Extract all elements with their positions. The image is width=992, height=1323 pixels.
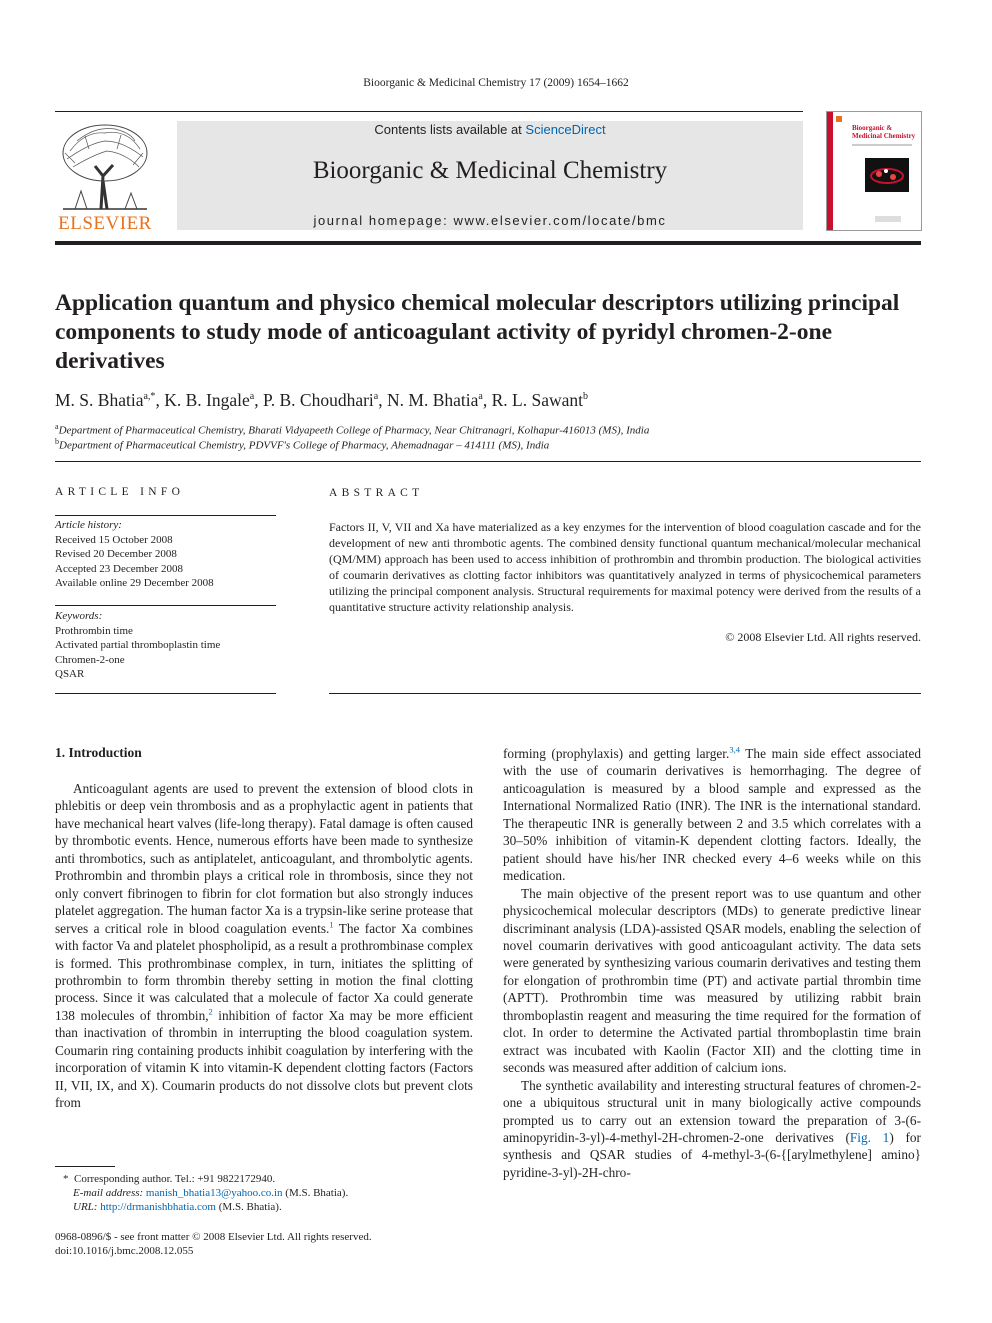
history-item: Revised 20 December 2008 — [55, 548, 177, 560]
affiliation-marker: a — [55, 422, 59, 431]
abstract-text: Factors II, V, VII and Xa have materialized as a key enzymes for the intervention of blood coagulation cascade and for the development of new anti thrombotic agents. The combined density functional quantum mechanical/molecular mechanical (QM/MM) approach has been used to access inhibition of prothrombin and thrombin production. The biological activities of coumarin derivatives as clotting factor inhibitors was quantitatively analyzed in terms of physicochemical parameters utilizing the principal component analysis. Structural requirements for maximal potency were derived from the results of a quantitative structure activity relationship analysis. — [329, 520, 921, 614]
footnote — [55, 1172, 473, 1214]
cover-bottom-logo — [875, 216, 901, 222]
history-item: Accepted 23 December 2008 — [55, 562, 183, 575]
article-info-heading: ARTICLE INFO — [55, 486, 185, 498]
body-paragraph: The main objective of the present report was to use quantum and other physicochemical molecular descriptors (MDs) to generate predictive linear discriminant analysis (LDA)-assisted QSAR models, enabling the selection of novel coumarin derivatives with good anticoagulant activity. The data sets were generated by synthesizing various coumarin derivatives and testing them for elongation of prothrombin time (PT) and activate partial thrombin time (APTT). Prothrombin time was measured by utilizing rabbit brain thromboplastin reagent and measuring the time required for the formation of clot. In order to determine the Activated partial thromboplastin time brain extract was incubated with Kaolin (Factor XII) and the clotting time in seconds was measured after addition of calcium ions. — [503, 885, 921, 1076]
cover-title: Bioorganic & Medicinal Chemistry — [852, 124, 916, 140]
author-list: M. S. Bhatia$^{a,*}$, K. B. Ingale$^a$, P. B. Choudhari$^a$, N. M. Bhatia$^a$, R. L. Sawant$^b$ — [55, 390, 588, 410]
article-info-bottom-rule — [55, 693, 276, 694]
email-link[interactable]: manish_bhatia13@yahoo.co.in — [145, 1187, 283, 1199]
article-info-rule — [55, 515, 276, 516]
author-name: N. M. Bhatia — [387, 390, 479, 410]
keyword: QSAR — [55, 668, 85, 680]
citation-link[interactable]: 1 — [329, 919, 334, 930]
author-name: K. B. Ingale — [164, 390, 250, 410]
author-affiliation-marker: a — [478, 391, 483, 403]
affiliation-rule — [55, 461, 921, 462]
keywords-label: Keywords: — [55, 610, 103, 622]
journal-cover — [826, 111, 922, 231]
affiliation-a — [55, 422, 649, 437]
history-item: Received 15 October 2008 — [55, 533, 173, 546]
elsevier-tree-icon — [55, 121, 155, 213]
body-paragraph: The synthetic availability and interesting structural features of chromen-2-one a ubiquitous structural unit in many biologically active compounds prompted us to carry out an extension toward the preparation of 3-(6-aminopyridin-3-yl)-4-methyl-2H-chromen-2-one derivatives (Fig. 1) for synthesis and QSAR studies of 4-methyl-3-(6-{[arylmethylene] amino} pyridine-3-yl)-2H-chro- — [503, 1077, 921, 1180]
header-top-rule — [55, 111, 803, 112]
journal-homepage[interactable]: journal homepage: www.elsevier.com/locate/bmc — [313, 213, 667, 228]
body-left-column — [55, 780, 473, 1112]
elsevier-wordmark: ELSEVIER — [58, 213, 152, 234]
history-label: Article history: — [55, 519, 122, 531]
header-bottom-rule — [55, 241, 921, 245]
cover-text-line — [852, 144, 912, 146]
elsevier-logo — [55, 121, 155, 233]
journal-reference: Bioorganic & Medicinal Chemistry 17 (2009) 1654–1662 — [363, 77, 629, 89]
affiliation-text: Department of Pharmaceutical Chemistry, Bharati Vidyapeeth College of Pharmacy, Near Chitranagri, Kolhapur-416013 (MS), India — [58, 424, 650, 437]
author-name: P. B. Choudhari — [262, 390, 374, 410]
abstract-copyright: © 2008 Elsevier Ltd. All rights reserved. — [725, 630, 921, 644]
author-affiliation-marker: a — [373, 391, 379, 403]
author-affiliation-marker: a — [249, 391, 255, 403]
cover-image — [865, 158, 909, 192]
keyword: Activated partial thromboplastin time — [55, 639, 221, 651]
affiliation-text: Department of Pharmaceutical Chemistry, PDVVF's College of Pharmacy, Ahemadnagar – 414111 (MS), India — [59, 439, 550, 452]
url-note: URL: http://drmanishbhatia.com (M.S. Bhatia). — [73, 1201, 282, 1213]
journal-title: Bioorganic & Medicinal Chemistry — [312, 157, 668, 184]
body-right-column — [503, 745, 921, 1181]
author-affiliation-marker: b — [582, 391, 588, 403]
article-history — [55, 518, 276, 591]
author-affiliation-marker: a,* — [143, 391, 156, 403]
doi-line[interactable]: doi:10.1016/j.bmc.2008.12.055 — [55, 1245, 194, 1257]
figure-link[interactable]: Fig. 1 — [849, 1129, 890, 1145]
author-name: R. L. Sawant — [491, 390, 583, 410]
keyword: Chromen-2-one — [55, 653, 125, 666]
history-item: Available online 29 December 2008 — [55, 577, 214, 589]
abstract-bottom-rule — [329, 693, 921, 694]
keyword: Prothrombin time — [55, 624, 133, 637]
author-name: M. S. Bhatia — [55, 390, 144, 410]
affiliation-b — [55, 437, 549, 452]
article-title: Application quantum and physico chemical molecular descriptors utilizing principal components to study mode of anticoagulant activity of pyridyl chromen-2-one derivatives — [55, 290, 900, 374]
abstract-heading: ABSTRACT — [329, 487, 424, 499]
corresponding-author-note: * Corresponding author. Tel.: +91 9822172940. — [63, 1173, 276, 1185]
footnote-star: * — [63, 1173, 69, 1185]
cover-molecule-icon — [865, 158, 909, 192]
keywords-rule — [55, 605, 276, 606]
affiliation-marker: b — [55, 437, 59, 446]
contents-line — [177, 122, 803, 137]
footnote-rule — [55, 1166, 115, 1167]
front-matter — [55, 1230, 495, 1258]
sciencedirect-link[interactable]: ScienceDirect — [525, 122, 606, 137]
cover-spine — [827, 112, 833, 230]
issn-line: 0968-0896/$ - see front matter © 2008 Elsevier Ltd. All rights reserved. — [55, 1231, 372, 1243]
section-heading-introduction: 1. Introduction — [55, 745, 142, 760]
contents-prefix: Contents lists available at — [374, 122, 526, 137]
journal-banner — [177, 121, 803, 230]
citation-link[interactable]: 2 — [208, 1006, 213, 1017]
body-paragraph: forming (prophylaxis) and getting larger.$^{3,4}$ The main side effect associated with the use of coumarin derivatives is hemorrhaging. The degree of anticoagulation is measured by a blood sample and expressed as the International Normalized Ratio (INR). The INR is the international standard. The therapeutic INR is generally between 2 and 3.5 which correlates with a 30–50% inhibition of vitamin-K dependent clotting factors. Ideally, the patient should have his/her INR checked every 4–6 weeks while on this medication. — [503, 744, 921, 884]
citation-link[interactable]: 3,4 — [729, 744, 740, 755]
email-note: E-mail address: manish_bhatia13@yahoo.co.in (M.S. Bhatia). — [73, 1187, 349, 1199]
keywords — [55, 609, 276, 682]
url-link[interactable]: http://drmanishbhatia.com — [100, 1201, 216, 1213]
body-paragraph: Anticoagulant agents are used to prevent the extension of blood clots in phlebitis or deep vein thrombosis and as a prophylactic agent in patients that have mechanical heart valves (life-long therapy). Fatal damage is often caused by thrombotic events. Hence, numerous efforts have been made to synthesize anti thrombotics, such as antiplatelet, anticoagulant, and thrombolytic agents. Prothrombin and thrombin plays a critical role in thrombosis, since they not only convert fibrinogen to fibrin for clot formation but also strongly induces platelet aggregation. The human factor Xa is a trypsin-like serine protease that serves a critical role in blood coagulation events.$^1$ The factor Xa combines with factor Va and platelet phospholipid, as a result a prothrombinase complex is formed. This prothrombinase complex, in turn, initiates the splitting of prothrombin to form thrombin thereby setting in motion the final clotting process. Since it was calculated that a molecule of factor Xa could generate 138 molecules of thrombin,$^2$ inhibition of factor Xa may be more efficient than inactivation of thrombin in interrupting the blood coagulation system. Coumarin ring containing products inhibit coagulation by interfering with the incorporation of vitamin K into vitamin-K dependent clotting factors (Factors II, VII, IX, and X). Coumarin products do not dissolve clots but prevent clots from — [55, 781, 473, 1111]
cover-publisher-mark — [836, 116, 842, 122]
